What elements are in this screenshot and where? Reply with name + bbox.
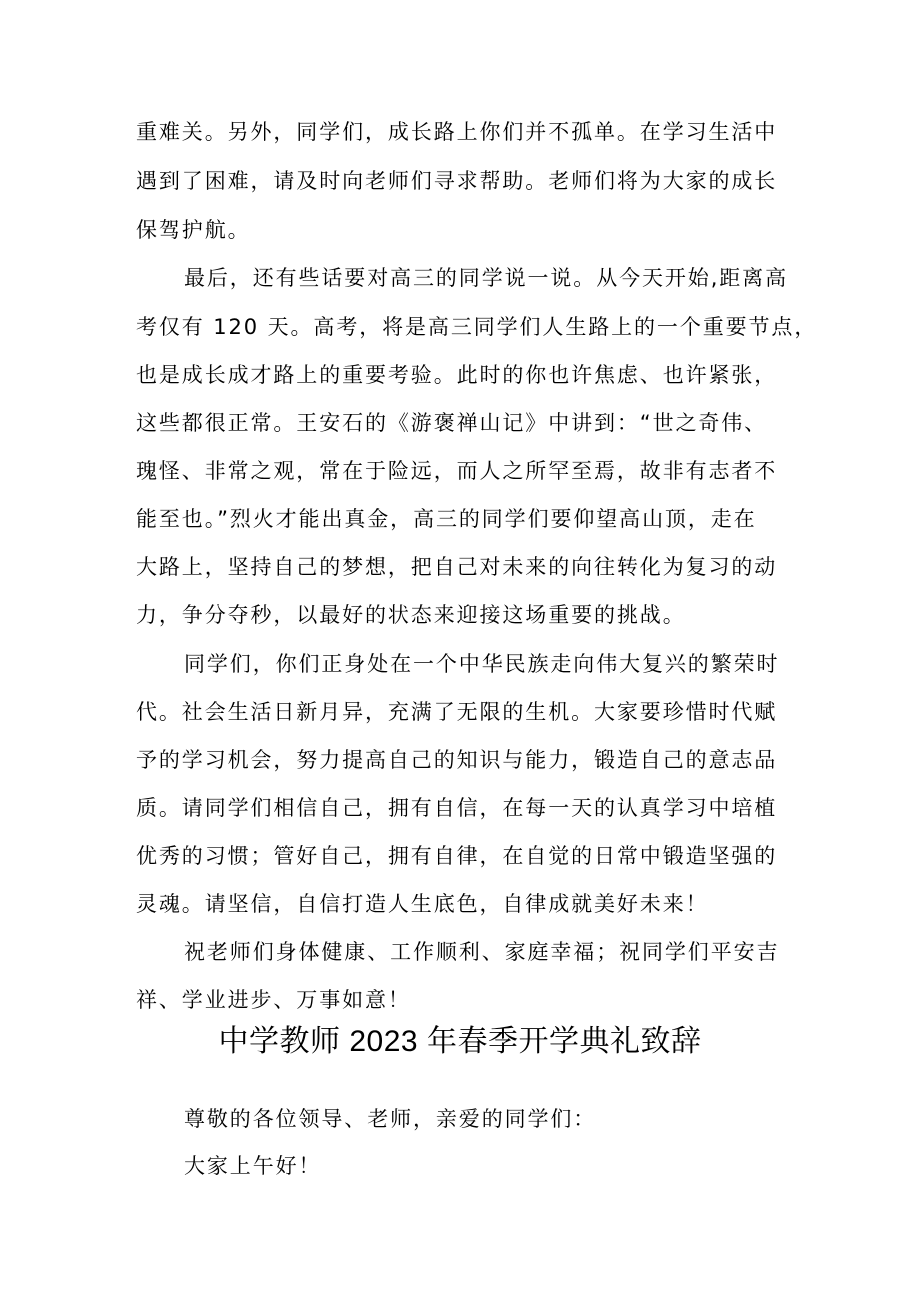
body-line: 优秀的习惯；管好自己，拥有自律，在自觉的日常中锻造坚强的 bbox=[136, 844, 778, 868]
body-line: 考仅有 120 天。高考，将是高三同学们人生路上的一个重要节点， bbox=[136, 315, 818, 339]
body-line: 代。社会生活日新月异，充满了无限的生机。大家要珍惜时代赋 bbox=[136, 700, 778, 724]
body-line: 这些都很正常。王安石的《游褒禅山记》中讲到：“世之奇伟、 bbox=[136, 411, 768, 435]
body-line: 质。请同学们相信自己，拥有自信，在每一天的认真学习中培植 bbox=[136, 796, 778, 820]
body-line: 最后，还有些话要对高三的同学说一说。从今天开始,距离高 bbox=[184, 266, 788, 290]
body-line: 也是成长成才路上的重要考验。此时的你也许焦虑、也许紧张， bbox=[136, 363, 778, 387]
body-line: 重难关。另外，同学们，成长路上你们并不孤单。在学习生活中 bbox=[136, 120, 778, 144]
document-title: 中学教师 2023 年春季开学典礼致辞 bbox=[218, 1025, 702, 1058]
body-line: 保驾护航。 bbox=[136, 218, 251, 242]
body-line: 予的学习机会，努力提高自己的知识与能力，锻造自己的意志品 bbox=[136, 748, 778, 772]
opening-greeting: 大家上午好！ bbox=[184, 1154, 322, 1178]
salutation: 尊敬的各位领导、老师，亲爱的同学们： bbox=[184, 1107, 597, 1131]
body-line: 大路上，坚持自己的梦想，把自己对未来的向往转化为复习的动 bbox=[136, 555, 778, 579]
body-line: 瑰怪、非常之观，常在于险远，而人之所罕至焉，故非有志者不 bbox=[136, 459, 778, 483]
body-line: 灵魂。请坚信，自信打造人生底色，自律成就美好未来！ bbox=[136, 892, 709, 916]
body-line: 遇到了困难，请及时向老师们寻求帮助。老师们将为大家的成长 bbox=[136, 169, 778, 193]
body-line: 祝老师们身体健康、工作顺利、家庭幸福；祝同学们平安吉 bbox=[184, 940, 780, 964]
body-line: 同学们，你们正身处在一个中华民族走向伟大复兴的繁荣时 bbox=[184, 652, 780, 676]
body-line: 能至也。”烈火才能出真金，高三的同学们要仰望高山顶，走在 bbox=[136, 507, 757, 531]
body-line: 祥、学业进步、万事如意！ bbox=[136, 988, 411, 1012]
body-line: 力，争分夺秒，以最好的状态来迎接这场重要的挑战。 bbox=[136, 603, 686, 627]
